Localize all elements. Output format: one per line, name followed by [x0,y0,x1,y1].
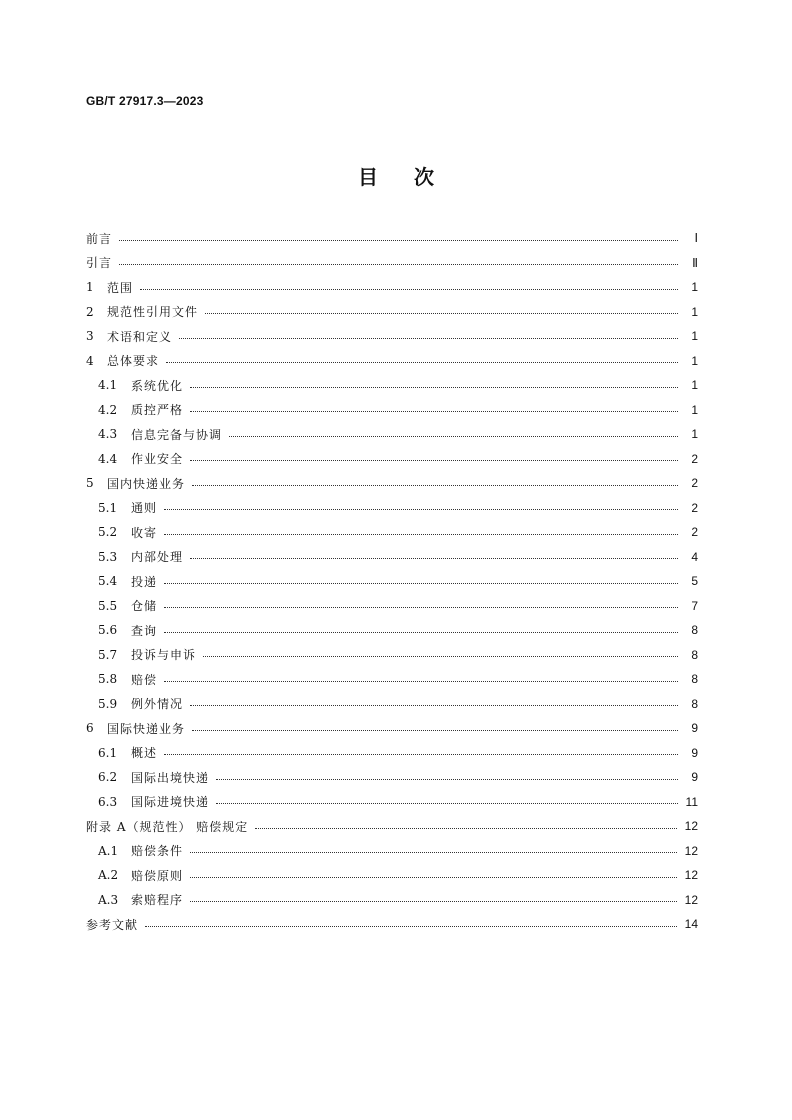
toc-entry[interactable] [86,888,698,913]
toc-entry-page: 8 [691,647,698,662]
toc-entry-page: 12 [684,819,698,834]
toc-entry-label: 通则 [131,501,158,516]
dot-leader [255,828,676,829]
toc-entry-label: 国际出境快递 [131,770,210,785]
toc-entry-label: 索赔程序 [131,893,184,908]
toc-entry-page: 2 [691,476,698,491]
toc-entry-page: 9 [691,721,698,736]
toc-entry[interactable] [86,422,698,447]
toc-entry[interactable] [86,496,698,521]
toc-entry-label: 前言 [86,231,113,246]
toc-entry-page: 1 [691,402,698,417]
toc-entry-page: Ⅱ [692,255,698,270]
toc-entry[interactable] [86,912,698,937]
toc-entry-page: 1 [691,304,698,319]
toc-entry-page: 8 [691,623,698,638]
toc-entry-number: 5.8 [98,672,118,687]
toc-entry-label: 信息完备与协调 [131,427,223,442]
toc-entry-number: 5.1 [98,500,118,515]
toc-entry-number: 5.3 [98,549,118,564]
dot-leader [205,313,678,314]
toc-entry-number: 6.3 [98,794,118,809]
toc-entry-label: 作业安全 [131,452,184,467]
toc-entry-label: 质控严格 [131,403,184,418]
toc-entry[interactable] [86,349,698,374]
toc-entry[interactable] [86,643,698,668]
dot-leader [203,656,678,657]
dot-leader [164,583,678,584]
toc-entry-page: 12 [684,892,698,907]
toc-entry-page: 9 [691,745,698,760]
toc-entry-page: 1 [691,378,698,393]
dot-leader [190,558,678,559]
toc-entry-label: 仓储 [131,599,158,614]
toc-entry-label: 内部处理 [131,550,184,565]
toc-entry-page: 2 [691,500,698,515]
toc-entry-label: 术语和定义 [107,329,173,344]
dot-leader [164,509,678,510]
dot-leader [119,240,678,241]
dot-leader [145,926,677,927]
dot-leader [119,264,678,265]
toc-entry-label: 投诉与申诉 [131,648,197,663]
dot-leader [166,362,678,363]
toc-entry-page: 4 [691,549,698,564]
toc-entry-page: 8 [691,672,698,687]
dot-leader [190,852,677,853]
toc-entry-label: 赔偿原则 [131,868,184,883]
toc-entry-number: 4.1 [98,378,118,393]
toc-entry-number: 5.5 [98,598,118,613]
toc-entry-number: 5.6 [98,623,118,638]
toc-entry-label: 国内快递业务 [107,476,186,491]
dot-leader [190,411,678,412]
toc-entry-page: 1 [691,280,698,295]
toc-entry-page: Ⅰ [694,231,698,246]
dot-leader [140,289,678,290]
toc-entry[interactable] [86,765,698,790]
toc-entry-page: 9 [691,770,698,785]
toc-entry-page: 1 [691,427,698,442]
toc-entry-number: 5.7 [98,647,118,662]
toc-entry-number: 6 [86,721,94,736]
toc-entry-label: 收寄 [131,525,158,540]
toc-entry-number: 4.4 [98,451,118,466]
toc-entry-page: 5 [691,574,698,589]
toc-entry[interactable] [86,863,698,888]
toc-entry-label: 规范性引用文件 [107,305,199,320]
toc-entry[interactable] [86,251,698,276]
toc-entry-page: 2 [691,525,698,540]
dot-leader [192,485,678,486]
toc-entry-number: 5.9 [98,696,118,711]
toc-entry-label: 引言 [86,256,113,271]
standard-code: GB/T 27917.3—2023 [86,94,204,108]
dot-leader [179,338,678,339]
toc-entry[interactable] [86,520,698,545]
dot-leader [164,607,678,608]
toc-entry-number: A.1 [98,843,119,858]
toc-entry[interactable] [86,471,698,496]
dot-leader [190,705,678,706]
toc-entry-label: 系统优化 [131,378,184,393]
toc-entry-number: A.2 [98,868,119,883]
toc-entry-label: 参考文献 [86,917,139,932]
dot-leader [164,534,678,535]
toc-entry-label: 投递 [131,574,158,589]
toc-entry[interactable] [86,275,698,300]
dot-leader [192,730,678,731]
toc-entry-label: 范围 [107,280,134,295]
toc-entry-page: 7 [691,598,698,613]
toc-entry[interactable] [86,667,698,692]
toc-entry[interactable] [86,447,698,472]
toc-entry[interactable] [86,790,698,815]
toc-entry-label: 总体要求 [107,354,160,369]
toc-entry-number: 5.4 [98,574,118,589]
toc-entry-label: 概述 [131,746,158,761]
toc-entry[interactable] [86,716,698,741]
toc-entry[interactable] [86,373,698,398]
toc-entry-label: 例外情况 [131,697,184,712]
toc-entry[interactable] [86,594,698,619]
toc-title: 目次 [358,165,470,189]
toc-entry-number: 4.2 [98,402,118,417]
toc-entry-page: 12 [684,868,698,883]
dot-leader [216,803,678,804]
toc-entry-number: 5.2 [98,525,118,540]
toc-entry-page: 11 [685,794,698,809]
toc-entry-page: 14 [684,917,698,932]
toc-entry-number: 6.1 [98,745,118,760]
dot-leader [164,754,678,755]
toc-entry-number: 4 [86,353,94,368]
toc-entry[interactable] [86,324,698,349]
toc-entry[interactable] [86,814,698,839]
dot-leader [190,387,678,388]
toc-entry-number: A.3 [98,892,119,907]
toc-entry[interactable] [86,398,698,423]
toc-entry-page: 2 [691,451,698,466]
dot-leader [164,632,678,633]
toc-entry-label: 查询 [131,623,158,638]
dot-leader [216,779,678,780]
toc-entry[interactable] [86,300,698,325]
toc-entry-number: 6.2 [98,770,118,785]
dot-leader [190,901,677,902]
toc-entry-number: 5 [86,476,94,491]
toc-entry-label: 赔偿 [131,672,158,687]
toc-entry-number: 1 [86,280,94,295]
table-of-contents [86,226,698,937]
toc-entry-label: 附录 A（规范性） 赔偿规定 [86,819,249,834]
toc-entry[interactable] [86,692,698,717]
toc-entry-page: 1 [691,353,698,368]
toc-entry-label: 国际快递业务 [107,721,186,736]
toc-entry-label: 赔偿条件 [131,844,184,859]
toc-entry[interactable] [86,545,698,570]
toc-entry-number: 3 [86,329,94,344]
toc-entry-page: 1 [691,329,698,344]
toc-entry-number: 4.3 [98,427,118,442]
toc-entry-label: 国际进境快递 [131,795,210,810]
toc-entry[interactable] [86,741,698,766]
toc-entry[interactable] [86,839,698,864]
dot-leader [229,436,678,437]
dot-leader [164,681,678,682]
toc-entry[interactable] [86,226,698,251]
toc-entry[interactable] [86,618,698,643]
dot-leader [190,460,678,461]
dot-leader [190,877,677,878]
toc-entry-page: 8 [691,696,698,711]
toc-entry-number: 2 [86,304,94,319]
toc-entry[interactable] [86,569,698,594]
toc-entry-page: 12 [684,843,698,858]
